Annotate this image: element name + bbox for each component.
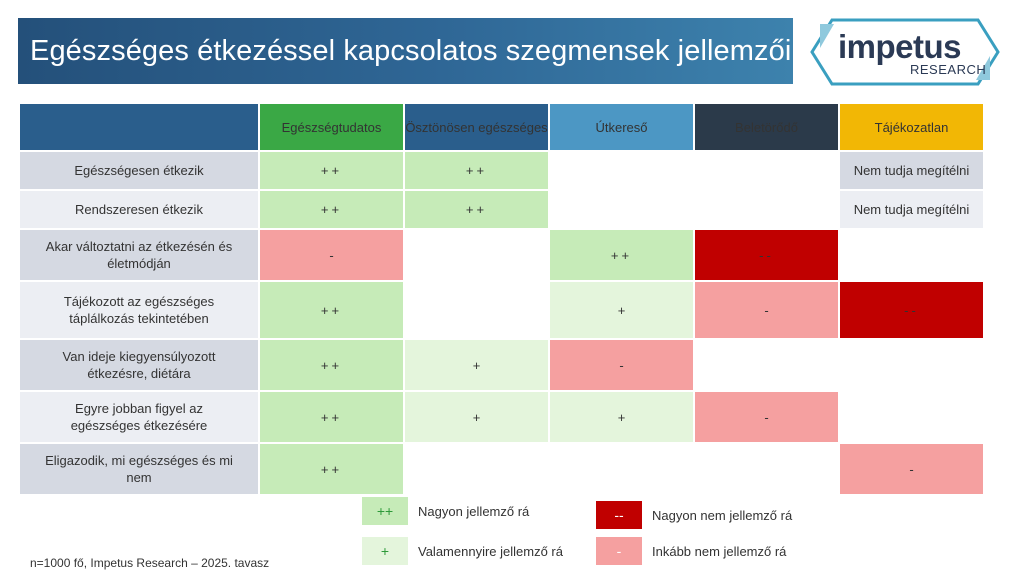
rating-cell: + xyxy=(550,282,693,338)
rating-cell xyxy=(840,230,983,280)
rating-cell xyxy=(695,191,838,228)
rating-cell: -- xyxy=(840,282,983,338)
header-corner xyxy=(20,104,258,150)
rating-cell: ++ xyxy=(260,340,403,390)
rating-cell xyxy=(405,282,548,338)
rating-cell: - xyxy=(550,340,693,390)
impetus-logo xyxy=(810,18,1000,86)
rating-cell xyxy=(695,444,838,494)
table-row xyxy=(20,152,983,189)
rating-cell xyxy=(840,340,983,390)
rating-cell: ++ xyxy=(405,191,548,228)
table-row xyxy=(20,282,983,338)
footnote: n=1000 fő, Impetus Research – 2025. tavasz xyxy=(30,556,270,570)
table-row xyxy=(20,340,983,390)
rating-cell: - xyxy=(840,444,983,494)
row-label: Egyre jobban figyel az egészséges étkezésére xyxy=(20,392,258,442)
rating-cell xyxy=(695,152,838,189)
segment-table xyxy=(18,102,985,496)
rating-cell: ++ xyxy=(550,230,693,280)
row-label: Akar változtatni az étkezésén és életmódján xyxy=(20,230,258,280)
legend-item xyxy=(362,537,563,565)
legend-swatch: -- xyxy=(596,501,642,529)
column-header: Útkereső xyxy=(550,104,693,150)
rating-cell: - xyxy=(695,392,838,442)
rating-cell: ++ xyxy=(260,191,403,228)
rating-cell: ++ xyxy=(260,392,403,442)
rating-cell: Nem tudja megítélni xyxy=(840,152,983,189)
legend-label: Nagyon nem jellemző rá xyxy=(652,507,793,523)
legend-item xyxy=(362,497,529,525)
rating-cell xyxy=(550,444,693,494)
column-header: Beletörődő xyxy=(695,104,838,150)
rating-cell: -- xyxy=(695,230,838,280)
rating-cell xyxy=(550,152,693,189)
rating-cell: ++ xyxy=(260,444,403,494)
rating-cell xyxy=(405,444,548,494)
rating-cell: ++ xyxy=(260,152,403,189)
legend-label: Nagyon jellemző rá xyxy=(418,503,530,519)
rating-cell: + xyxy=(405,340,548,390)
table-row xyxy=(20,191,983,228)
row-label: Eligazodik, mi egészséges és mi nem xyxy=(20,444,258,494)
rating-cell xyxy=(695,340,838,390)
title-banner xyxy=(18,18,793,84)
legend-swatch: + xyxy=(362,537,408,565)
legend-swatch: ++ xyxy=(362,497,408,525)
legend-item xyxy=(596,501,792,529)
legend-swatch: - xyxy=(596,537,642,565)
rating-cell: ++ xyxy=(260,282,403,338)
rating-cell: - xyxy=(260,230,403,280)
rating-cell: ++ xyxy=(405,152,548,189)
rating-cell: Nem tudja megítélni xyxy=(840,191,983,228)
column-header: Tájékozatlan xyxy=(840,104,983,150)
row-label: Tájékozott az egészséges táplálkozás tekintetében xyxy=(20,282,258,338)
rating-cell: - xyxy=(695,282,838,338)
table-row xyxy=(20,392,983,442)
legend-label: Valamennyire jellemző rá xyxy=(418,543,563,559)
legend-item xyxy=(596,537,786,565)
row-label: Egészségesen étkezik xyxy=(20,152,258,189)
table-row xyxy=(20,444,983,494)
logo-word: impetus xyxy=(838,28,962,65)
table-row xyxy=(20,230,983,280)
rating-cell: + xyxy=(405,392,548,442)
rating-cell xyxy=(550,191,693,228)
rating-cell xyxy=(840,392,983,442)
column-header: Egészségtudatos xyxy=(260,104,403,150)
rating-cell: + xyxy=(550,392,693,442)
page-title: Egészséges étkezéssel kapcsolatos szegmensek jellemzői xyxy=(30,34,792,67)
column-header: Ösztönösen egészséges xyxy=(405,104,548,150)
logo-subtitle: RESEARCH xyxy=(910,62,987,77)
rating-cell xyxy=(405,230,548,280)
row-label: Van ideje kiegyensúlyozott étkezésre, diétára xyxy=(20,340,258,390)
legend-label: Inkább nem jellemző rá xyxy=(652,543,787,559)
row-label: Rendszeresen étkezik xyxy=(20,191,258,228)
